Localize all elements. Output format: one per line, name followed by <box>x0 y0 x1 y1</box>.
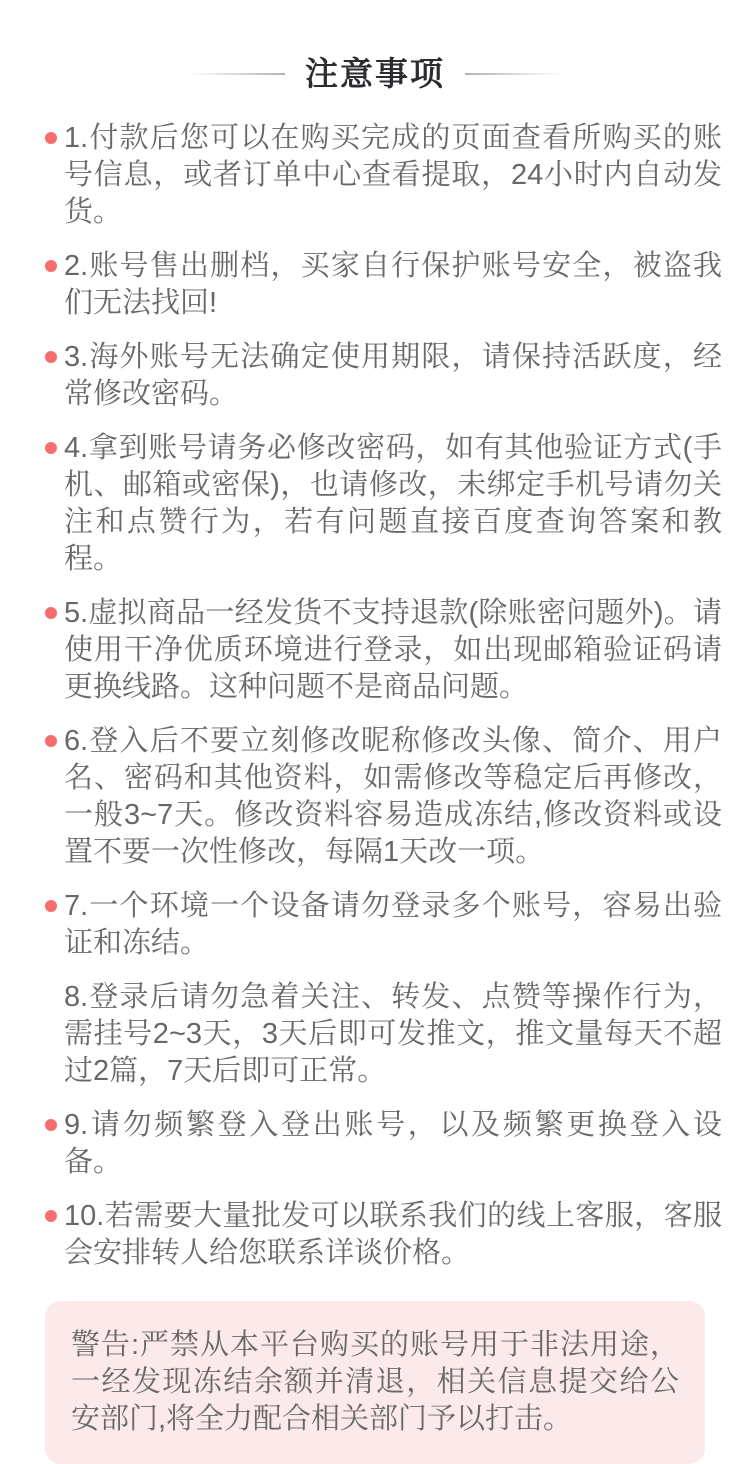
warning-box <box>45 1301 705 1464</box>
note-item <box>0 248 750 322</box>
note-text: 2.账号售出删档，买家自行保护账号安全，被盗我们无法找回! <box>64 250 722 319</box>
note-item <box>0 120 750 231</box>
note-text: 4.拿到账号请务必修改密码，如有其他验证方式(手机、邮箱或密保)，也请修改，未绑定手机号请勿关注和点赞行为，若有问题直接百度查询答案和教程。 <box>64 432 722 575</box>
bullet-dot-icon <box>45 351 57 363</box>
bullet-dot-icon <box>45 735 57 747</box>
bullet-dot-icon <box>45 1210 57 1222</box>
title-divider-right <box>465 73 562 75</box>
note-item <box>0 1107 750 1181</box>
bullet-dot-icon <box>45 132 57 144</box>
note-item <box>0 1198 750 1272</box>
note-item <box>0 595 750 706</box>
note-text: 7.一个环境一个设备请勿登录多个账号，容易出验证和冻结。 <box>64 890 722 959</box>
note-item <box>0 339 750 413</box>
bullet-dot-icon <box>45 900 57 912</box>
note-text: 1.付款后您可以在购买完成的页面查看所购买的账号信息，或者订单中心查看提取，24小时内自动发货。 <box>64 122 722 228</box>
bullet-dot-icon <box>45 1119 57 1131</box>
note-text: 3.海外账号无法确定使用期限，请保持活跃度，经常修改密码。 <box>64 341 722 410</box>
bullet-dot-icon <box>45 607 57 619</box>
title-divider-left <box>188 73 285 75</box>
bullet-dot-icon <box>45 260 57 272</box>
note-item <box>0 979 750 1090</box>
note-text: 10.若需要大量批发可以联系我们的线上客服，客服会安排转人给您联系详谈价格。 <box>64 1200 722 1269</box>
title-row <box>0 55 750 93</box>
note-text: 8.登录后请勿急着关注、转发、点赞等操作行为，需挂号2~3天，3天后即可发推文，推文量每天不超过2篇，7天后即可正常。 <box>64 981 722 1087</box>
note-text: 5.虚拟商品一经发货不支持退款(除账密问题外)。请使用干净优质环境进行登录，如出现邮箱验证码请更换线路。这种问题不是商品问题。 <box>64 597 722 703</box>
notes-list <box>0 120 750 1272</box>
note-text: 9.请勿频繁登入登出账号，以及频繁更换登入设备。 <box>64 1109 722 1178</box>
warning-text: 警告:严禁从本平台购买的账号用于非法用途，一经发现冻结余额并清退，相关信息提交给公安部门,将全力配合相关部门予以打击。 <box>71 1329 679 1435</box>
note-item <box>0 430 750 578</box>
note-text: 6.登入后不要立刻修改昵称修改头像、简介、用户名、密码和其他资料，如需修改等稳定后再修改，一般3~7天。修改资料容易造成冻结,修改资料或设置不要一次性修改，每隔1天改一项。 <box>64 725 722 868</box>
page-title: 注意事项 <box>305 55 445 92</box>
note-item <box>0 723 750 871</box>
bullet-dot-icon <box>45 442 57 454</box>
note-item <box>0 888 750 962</box>
